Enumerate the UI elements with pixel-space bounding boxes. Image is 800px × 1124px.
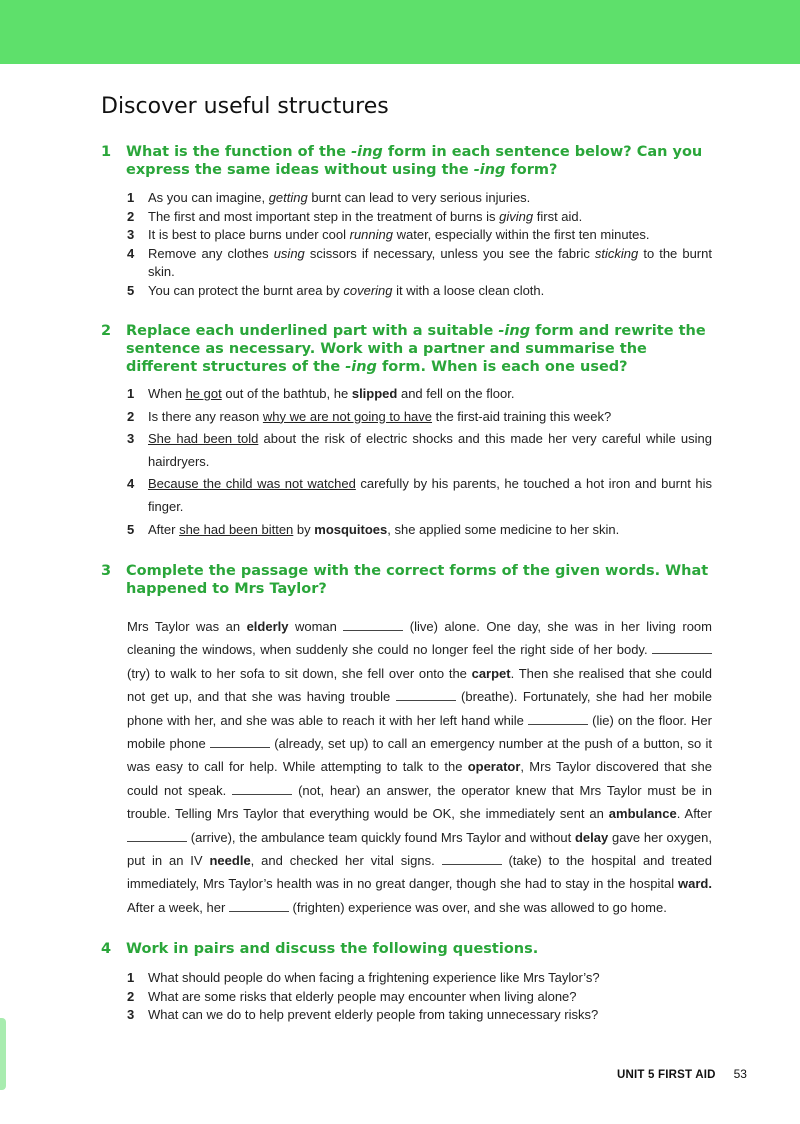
list-item: 2 The first and most important step in the treatment of burns is giving first aid. <box>127 208 583 224</box>
answer-blank[interactable] <box>343 629 403 631</box>
question-number: 3 <box>101 563 112 579</box>
list-item: 1 What should people do when facing a frightening experience like Mrs Taylor’s? <box>127 970 600 985</box>
question-2-list <box>127 383 712 541</box>
answer-blank[interactable] <box>127 840 187 842</box>
question-number: 2 <box>101 323 112 339</box>
page-number: 53 <box>733 1067 747 1081</box>
list-item: 5 You can protect the burnt area by covering it with a loose clean cloth. <box>127 282 545 298</box>
list-item: 1 As you can imagine, getting burnt can lead to very serious injuries. <box>127 190 531 205</box>
question-text: What is the function of the -ing form in each sentence below? Can you express the same ideas without using the -ing form? <box>126 144 703 178</box>
side-edge-tab <box>0 1018 6 1090</box>
question-1-list <box>127 189 712 300</box>
unit-label: UNIT 5 FIRST AID <box>617 1069 716 1081</box>
list-item: 3 She had been told about the risk of electric shocks and this made her very careful while using hairdryers. <box>127 431 713 469</box>
answer-blank[interactable] <box>396 699 456 701</box>
list-item: 2 What are some risks that elderly people may encounter when living alone? <box>127 988 577 1004</box>
page-footer <box>617 1067 747 1081</box>
question-text: Complete the passage with the correct forms of the given words. What happened to Mrs Taylor? <box>126 563 709 597</box>
answer-blank[interactable] <box>210 746 270 748</box>
question-number: 1 <box>101 144 112 160</box>
answer-blank[interactable] <box>232 793 292 795</box>
top-color-band <box>0 0 800 64</box>
answer-blank[interactable] <box>528 723 588 725</box>
question-text: Replace each underlined part with a suitable -ing form and rewrite the sentence as necessary. Work with a partner and summarise the different structures of the -ing form. When is each one used? <box>126 323 706 375</box>
list-item: 4 Because the child was not watched carefully by his parents, he touched a hot iron and burnt his finger. <box>127 476 712 514</box>
page-title: Discover useful structures <box>101 94 389 119</box>
list-item: 2 Is there any reason why we are not going to have the first-aid training this week? <box>127 408 612 424</box>
question-text: Work in pairs and discuss the following questions. <box>126 941 539 957</box>
list-item: 3 It is best to place burns under cool running water, especially within the first ten minutes. <box>127 227 650 242</box>
passage: Mrs Taylor was an elderly woman (live) alone. One day, she was in her living room cleaning the windows, when suddenly she could no longer feel the right side of her body. (try) to walk to her sofa to sit down, she fell over onto the carpet. Then she realised that she could not get up, and that she was having trouble (breathe). Fortunately, she had her mobile phone with her, and she was able to reach it with her left hand while (lie) on the floor. Her mobile phone (already, set up) to call an emergency number at the push of a button, so it was easy to call for help. While attempting to talk to the operator, Mrs Taylor discovered that she could not speak. (not, hear) an answer, the operator knew that Mrs Taylor must be in trouble. Telling Mrs Taylor that everything would be OK, she immediately sent an ambulance. After (arrive), the ambulance team quickly found Mrs Taylor and without delay gave her oxygen, put in an IV needle, and checked her vital signs. (take) to the hospital and treated immediately, Mrs Taylor’s health was in no great danger, though she had to stay in the hospital ward. After a week, her (frighten) experience was over, and she was allowed to go home. <box>127 619 713 915</box>
question-4-list <box>127 969 712 1025</box>
question-number: 4 <box>101 941 112 957</box>
list-item: 3 What can we do to help prevent elderly people from taking unnecessary risks? <box>127 1007 599 1022</box>
list-item: 1 When he got out of the bathtub, he slipped and fell on the floor. <box>127 386 515 401</box>
list-item: 4 Remove any clothes using scissors if necessary, unless you see the fabric sticking to the burnt skin. <box>127 245 712 279</box>
answer-blank[interactable] <box>652 652 712 654</box>
list-item: 5 After she had been bitten by mosquitoes, she applied some medicine to her skin. <box>127 521 620 537</box>
answer-blank[interactable] <box>442 863 502 865</box>
answer-blank[interactable] <box>229 910 289 912</box>
